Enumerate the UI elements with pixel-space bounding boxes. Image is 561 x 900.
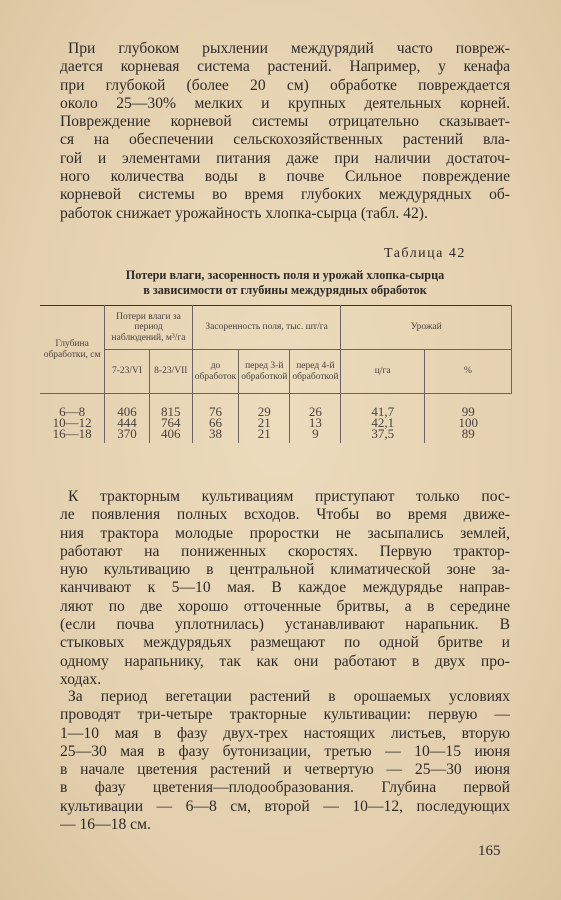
text-line: ния трактора молодые проростки не засыпались землей, [60,524,510,542]
cell-yield-1: 42,1 [341,417,425,428]
header-weediness: Засоренность поля, тыс. шт/га [192,306,341,350]
text-line: стыковых междурядьях размещают по одной бритве и [60,634,510,652]
text-line: 25—30 мая в фазу бутонизации, третью — 10—15 июня [60,742,510,760]
cell-yield-1: 37,5 [341,428,425,443]
text-line: (если почва уплотнилась) устанавливают нарапьник. В [60,616,510,634]
text-line: проводят три-четыре тракторные культивации: первую — [60,706,510,724]
text-line: При глубоком рыхлении междурядий часто повреж- [68,40,510,57]
table-title [60,268,510,297]
cell-weed-3: 13 [290,417,341,428]
paragraph-1 [60,40,510,223]
header-moisture-loss: Потери влаги за период наблюдений, м³/га [105,306,193,350]
cell-moisture-1: 370 [105,428,150,443]
text-line: Повреждение корневой системы отрицательно сказывает- [60,113,510,131]
cell-moisture-2: 406 [149,428,192,443]
table-row [40,394,512,418]
cell-moisture-1: 406 [105,394,150,418]
text-line: 1—10 мая в фазу двух-трех настоящих листьев, вторую [60,724,510,742]
cell-weed-1: 66 [192,417,238,428]
cell-yield-2: 100 [424,417,511,428]
cell-weed-2: 29 [239,394,290,418]
cell-depth: 6—8 [59,404,86,419]
cell-weed-3: 26 [290,394,341,418]
text-line: — 16—18 см. [60,816,151,834]
text-line: корневой системы во время глубоких междурядных об- [60,186,510,204]
text-line: одному нарапьнику, так как они работают в двух про- [60,652,510,670]
text-line: ходах. [60,670,102,688]
cell-yield-2: 99 [424,394,511,418]
text-line: ляют по две хорошо отточенные бритвы, а в середине [60,597,510,615]
table-row [40,428,512,443]
text-line: ного количества воды в почве Сильное повреждение [60,168,510,186]
cell-weed-1: 38 [192,428,238,443]
text-line: при глубокой (более 20 см) обработке повреждается [60,76,510,94]
header-yield-col-2: % [424,350,511,394]
cell-moisture-2: 764 [149,417,192,428]
cell-moisture-2: 815 [149,394,192,418]
text-line: канчивают к 5—10 мая. В каждое междурядье направ- [60,579,510,597]
table-title-line-2: в зависимости от глубины междурядных обработок [143,282,427,297]
text-line: в фазу цветения—плодообразования. Глубина первой [60,779,510,797]
table-row [40,417,512,428]
cell-moisture-1: 444 [105,417,150,428]
cell-weed-3: 9 [290,428,341,443]
table-title-line-1: Потери влаги, засоренность поля и урожай хлопка-сырца [125,268,445,282]
header-moisture-col-2: 8-23/VII [149,350,192,394]
table-number: Таблица 42 [384,246,466,261]
text-line: около 25—30% мелких и крупных деятельных корней. [60,94,510,112]
cell-yield-1: 41,7 [341,394,425,418]
cell-weed-2: 21 [239,417,290,428]
header-moisture-col-1: 7-23/VI [105,350,150,394]
data-table [40,305,512,443]
page-number: 165 [478,843,501,859]
text-line: культивации — 6—8 см, второй — 10—12, последующих [60,797,510,815]
header-weed-col-3: перед 4-й обработкой [290,350,341,394]
cell-depth: 10—12 [52,415,92,430]
text-line: К тракторным культивациям приступают только пос- [68,488,510,505]
header-yield-col-1: ц/га [341,350,425,394]
text-line: в начале цветения растений и четвертую — 25—30 июня [60,761,510,779]
text-line: ле появления полных всходов. Чтобы во время движе- [60,506,510,524]
cell-depth: 16—18 [52,426,92,441]
text-line: работок снижает урожайность хлопка-сырца (табл. 42). [60,204,428,222]
text-line: работают на пониженных скоростях. Первую трактор- [60,542,510,560]
cell-yield-2: 89 [424,428,511,443]
header-weed-col-1: до обработок [192,350,238,394]
paragraph-2 [60,488,510,689]
text-line: За период вегетации растений в орошаемых условиях [68,688,510,705]
cell-weed-1: 76 [192,394,238,418]
header-depth: Глубина обработки, см [40,306,105,394]
header-weed-col-2: перед 3-й обработкой [239,350,290,394]
text-line: гой и элементами питания даже при наличии достаточ- [60,149,510,167]
text-line: дается корневая система растений. Например, у кенафа [60,58,510,76]
cell-weed-2: 21 [239,428,290,443]
text-line: ся на обеспечении сельскохозяйственных растений вла- [60,131,510,149]
header-yield: Урожай [341,306,512,350]
paragraph-3 [60,688,510,834]
text-line: ную культивацию в центральной климатической зоне за- [60,561,510,579]
